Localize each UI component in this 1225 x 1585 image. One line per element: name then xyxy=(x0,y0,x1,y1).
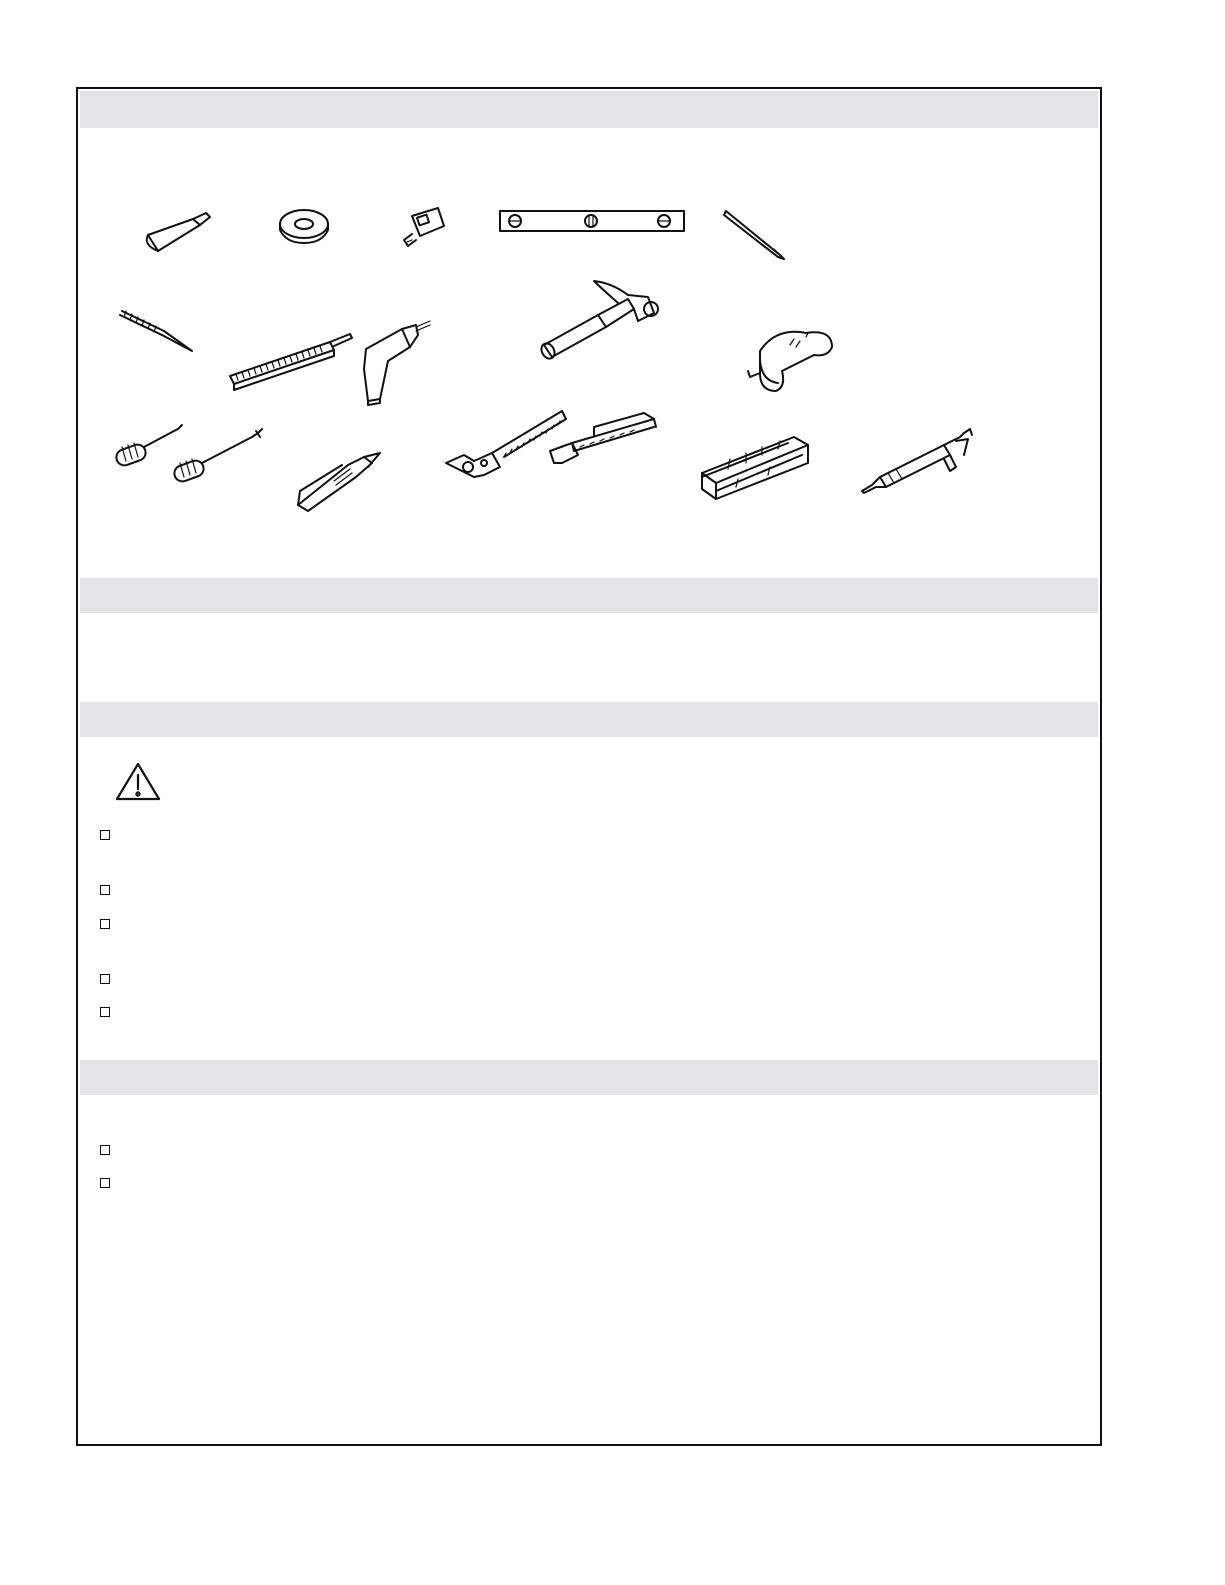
file-icon xyxy=(226,324,356,394)
plumbers-tape-icon xyxy=(276,207,336,247)
drill-bit-icon xyxy=(118,307,198,357)
power-drill-icon xyxy=(358,319,438,405)
safety-checkbox xyxy=(100,974,110,984)
safety-checkbox xyxy=(100,885,110,895)
miter-box-icon xyxy=(698,433,814,509)
section-bar-safety xyxy=(80,702,1098,737)
install-checkbox xyxy=(100,1178,110,1188)
saws-icon xyxy=(444,405,674,515)
hammer-icon xyxy=(538,279,668,361)
safety-checkbox xyxy=(100,1007,110,1017)
utility-knife-icon xyxy=(294,451,384,513)
level-icon xyxy=(498,207,688,235)
warning-icon xyxy=(114,761,162,808)
pencil-icon xyxy=(722,207,788,263)
screwdrivers-icon xyxy=(112,417,272,497)
tape-measure-icon xyxy=(398,206,448,252)
section-bar-before xyxy=(80,578,1098,613)
tools-illustration xyxy=(78,89,1100,569)
safety-checkbox xyxy=(100,830,110,840)
safety-checkbox xyxy=(100,919,110,929)
sealant-tube-icon xyxy=(138,207,218,257)
caulk-gun-icon xyxy=(860,425,980,499)
safety-glasses-icon xyxy=(746,325,836,399)
section-bar-install xyxy=(80,1060,1098,1095)
page-frame xyxy=(76,87,1102,1446)
install-checkbox xyxy=(100,1145,110,1155)
